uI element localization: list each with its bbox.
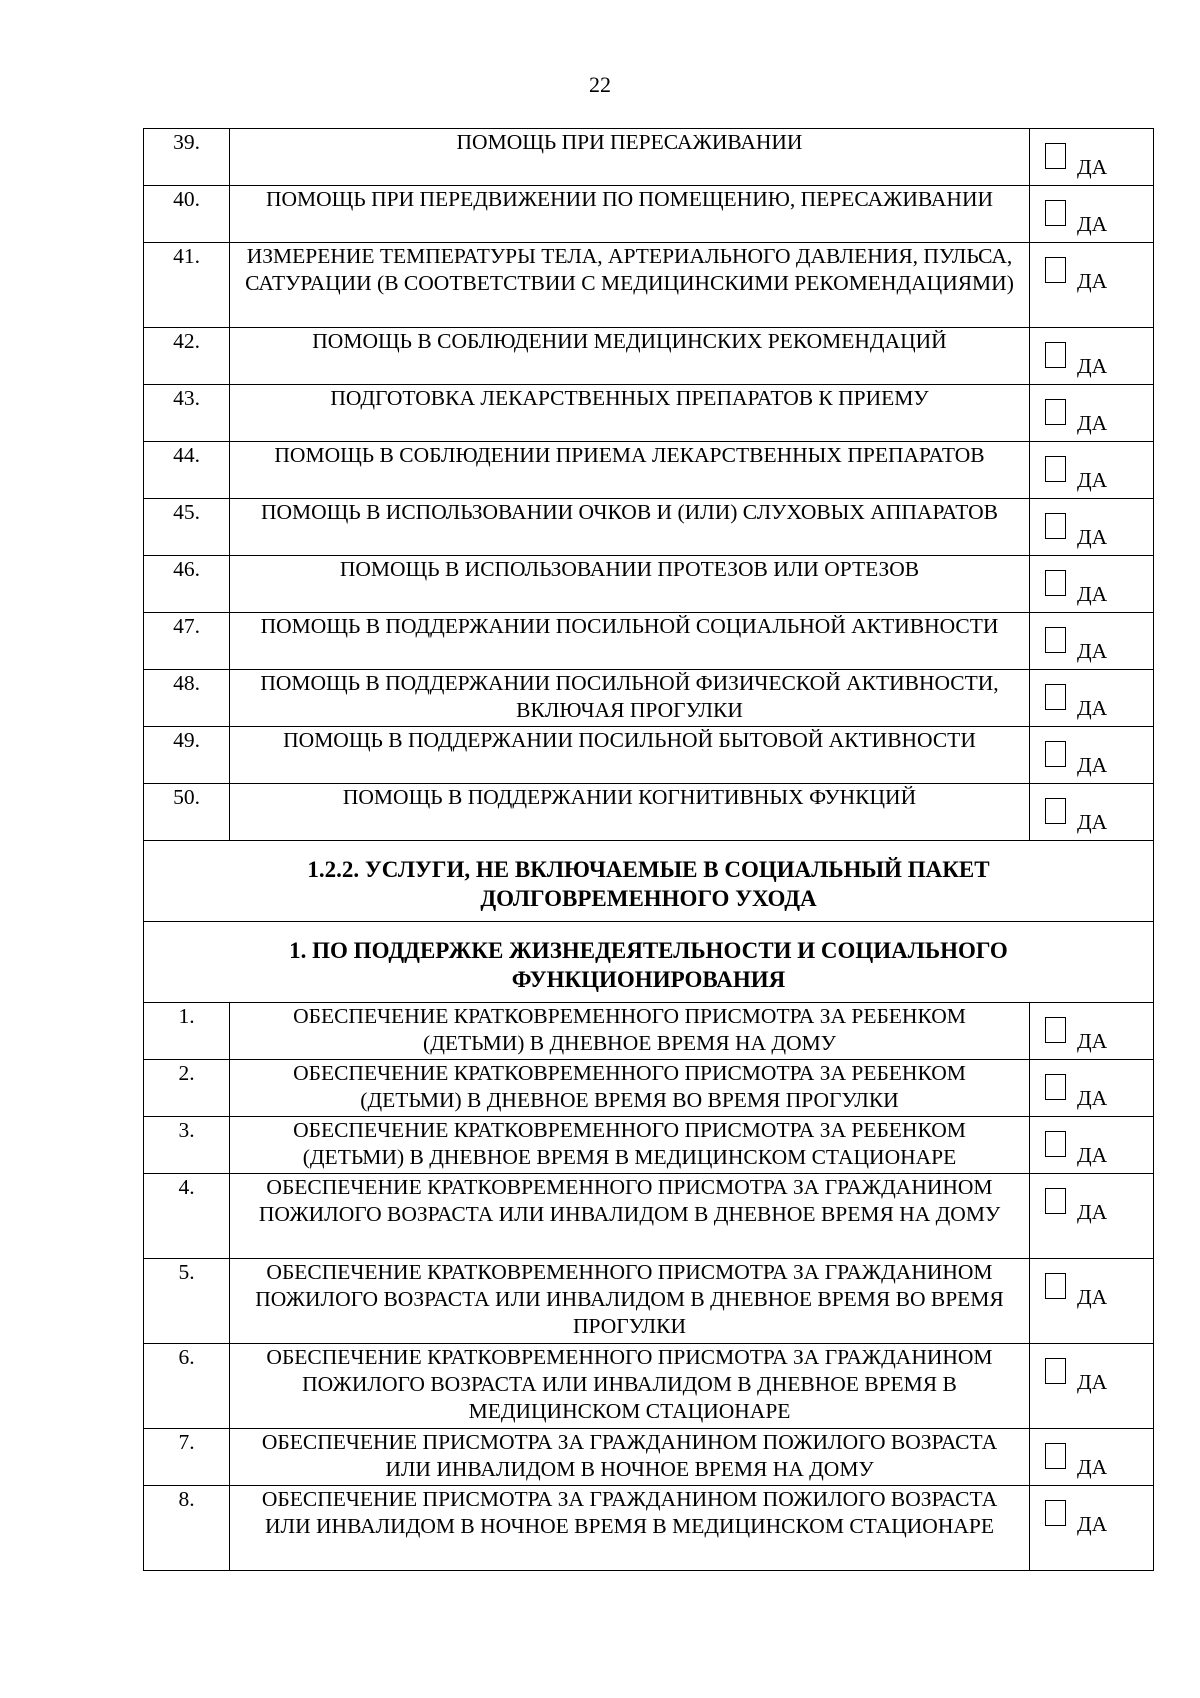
table-row bbox=[144, 1174, 1154, 1259]
checkbox-square-icon[interactable] bbox=[1045, 1074, 1066, 1100]
checkbox-cell bbox=[1030, 385, 1154, 442]
checkbox-square-icon[interactable] bbox=[1045, 684, 1066, 710]
checkbox-label: ДА bbox=[1077, 354, 1108, 378]
checkbox-cell bbox=[1030, 727, 1154, 784]
service-description: ПОМОЩЬ В ПОДДЕРЖАНИИ КОГНИТИВНЫХ ФУНКЦИЙ bbox=[230, 784, 1030, 841]
yes-checkbox[interactable] bbox=[1045, 342, 1108, 378]
row-number: 40. bbox=[144, 186, 230, 243]
row-number: 46. bbox=[144, 556, 230, 613]
service-description: ОБЕСПЕЧЕНИЕ КРАТКОВРЕМЕННОГО ПРИСМОТРА ЗА РЕБЕНКОМ (ДЕТЬМИ) В ДНЕВНОЕ ВРЕМЯ В МЕДИЦИНСКОМ СТАЦИОНАРЕ bbox=[230, 1117, 1030, 1174]
table-row bbox=[144, 1060, 1154, 1117]
checkbox-label: ДА bbox=[1077, 1370, 1108, 1394]
checkbox-label: ДА bbox=[1077, 269, 1108, 293]
checkbox-label: ДА bbox=[1077, 696, 1108, 720]
checkbox-cell bbox=[1030, 1259, 1154, 1344]
yes-checkbox[interactable] bbox=[1045, 1131, 1108, 1167]
yes-checkbox[interactable] bbox=[1045, 1188, 1108, 1224]
checkbox-cell bbox=[1030, 442, 1154, 499]
checkbox-label: ДА bbox=[1077, 468, 1108, 492]
service-description: ПОМОЩЬ В ПОДДЕРЖАНИИ ПОСИЛЬНОЙ ФИЗИЧЕСКОЙ АКТИВНОСТИ, ВКЛЮЧАЯ ПРОГУЛКИ bbox=[230, 670, 1030, 727]
table-row bbox=[144, 328, 1154, 385]
checkbox-cell bbox=[1030, 556, 1154, 613]
checkbox-square-icon[interactable] bbox=[1045, 1131, 1066, 1157]
checkbox-square-icon[interactable] bbox=[1045, 741, 1066, 767]
checkbox-square-icon[interactable] bbox=[1045, 1358, 1066, 1384]
table-row bbox=[144, 499, 1154, 556]
row-number: 39. bbox=[144, 129, 230, 186]
yes-checkbox[interactable] bbox=[1045, 456, 1108, 492]
services-table bbox=[143, 128, 1154, 1571]
section-row bbox=[144, 841, 1154, 922]
checkbox-square-icon[interactable] bbox=[1045, 1500, 1066, 1526]
table-row bbox=[144, 613, 1154, 670]
checkbox-square-icon[interactable] bbox=[1045, 627, 1066, 653]
checkbox-label: ДА bbox=[1077, 212, 1108, 236]
table-row bbox=[144, 442, 1154, 499]
row-number: 48. bbox=[144, 670, 230, 727]
checkbox-square-icon[interactable] bbox=[1045, 257, 1066, 283]
table-row bbox=[144, 1003, 1154, 1060]
checkbox-square-icon[interactable] bbox=[1045, 1443, 1066, 1469]
checkbox-square-icon[interactable] bbox=[1045, 399, 1066, 425]
checkbox-cell bbox=[1030, 328, 1154, 385]
service-description: ОБЕСПЕЧЕНИЕ КРАТКОВРЕМЕННОГО ПРИСМОТРА ЗА РЕБЕНКОМ (ДЕТЬМИ) В ДНЕВНОЕ ВРЕМЯ НА ДОМУ bbox=[230, 1003, 1030, 1060]
yes-checkbox[interactable] bbox=[1045, 143, 1108, 179]
service-description: ПОДГОТОВКА ЛЕКАРСТВЕННЫХ ПРЕПАРАТОВ К ПРИЕМУ bbox=[230, 385, 1030, 442]
checkbox-cell bbox=[1030, 243, 1154, 328]
row-number: 7. bbox=[144, 1429, 230, 1486]
checkbox-label: ДА bbox=[1077, 1086, 1108, 1110]
checkbox-cell bbox=[1030, 1486, 1154, 1571]
table-row bbox=[144, 186, 1154, 243]
row-number: 42. bbox=[144, 328, 230, 385]
section-title-1: 1.2.2. УСЛУГИ, НЕ ВКЛЮЧАЕМЫЕ В СОЦИАЛЬНЫЙ ПАКЕТ ДОЛГОВРЕМЕННОГО УХОДА bbox=[144, 841, 1154, 922]
row-number: 44. bbox=[144, 442, 230, 499]
services-group-b bbox=[144, 1003, 1154, 1571]
row-number: 6. bbox=[144, 1344, 230, 1429]
checkbox-square-icon[interactable] bbox=[1045, 570, 1066, 596]
table-row bbox=[144, 1486, 1154, 1571]
service-description: ПОМОЩЬ В ИСПОЛЬЗОВАНИИ ПРОТЕЗОВ ИЛИ ОРТЕЗОВ bbox=[230, 556, 1030, 613]
checkbox-cell bbox=[1030, 613, 1154, 670]
yes-checkbox[interactable] bbox=[1045, 1443, 1108, 1479]
table-row bbox=[144, 784, 1154, 841]
checkbox-square-icon[interactable] bbox=[1045, 143, 1066, 169]
checkbox-cell bbox=[1030, 1060, 1154, 1117]
service-description: ИЗМЕРЕНИЕ ТЕМПЕРАТУРЫ ТЕЛА, АРТЕРИАЛЬНОГО ДАВЛЕНИЯ, ПУЛЬСА, САТУРАЦИИ (В СООТВЕТСТВИИ С МЕДИЦИНСКИМИ РЕКОМЕНДАЦИЯМИ) bbox=[230, 243, 1030, 328]
service-description: ПОМОЩЬ В ПОДДЕРЖАНИИ ПОСИЛЬНОЙ БЫТОВОЙ АКТИВНОСТИ bbox=[230, 727, 1030, 784]
yes-checkbox[interactable] bbox=[1045, 513, 1108, 549]
checkbox-cell bbox=[1030, 1174, 1154, 1259]
row-number: 43. bbox=[144, 385, 230, 442]
section-row bbox=[144, 922, 1154, 1003]
checkbox-label: ДА bbox=[1077, 411, 1108, 435]
section-headers bbox=[144, 841, 1154, 1003]
row-number: 45. bbox=[144, 499, 230, 556]
checkbox-label: ДА bbox=[1077, 753, 1108, 777]
yes-checkbox[interactable] bbox=[1045, 399, 1108, 435]
yes-checkbox[interactable] bbox=[1045, 627, 1108, 663]
row-number: 50. bbox=[144, 784, 230, 841]
checkbox-cell bbox=[1030, 1344, 1154, 1429]
checkbox-square-icon[interactable] bbox=[1045, 200, 1066, 226]
yes-checkbox[interactable] bbox=[1045, 1017, 1108, 1053]
service-description: ОБЕСПЕЧЕНИЕ ПРИСМОТРА ЗА ГРАЖДАНИНОМ ПОЖИЛОГО ВОЗРАСТА ИЛИ ИНВАЛИДОМ В НОЧНОЕ ВРЕМЯ НА ДОМУ bbox=[230, 1429, 1030, 1486]
service-description: ПОМОЩЬ В ИСПОЛЬЗОВАНИИ ОЧКОВ И (ИЛИ) СЛУХОВЫХ АППАРАТОВ bbox=[230, 499, 1030, 556]
checkbox-cell bbox=[1030, 1117, 1154, 1174]
section-title-2: 1. ПО ПОДДЕРЖКЕ ЖИЗНЕДЕЯТЕЛЬНОСТИ И СОЦИАЛЬНОГО ФУНКЦИОНИРОВАНИЯ bbox=[144, 922, 1154, 1003]
yes-checkbox[interactable] bbox=[1045, 1273, 1108, 1309]
checkbox-cell bbox=[1030, 129, 1154, 186]
table-row bbox=[144, 1259, 1154, 1344]
table-row bbox=[144, 1117, 1154, 1174]
row-number: 49. bbox=[144, 727, 230, 784]
service-description: ОБЕСПЕЧЕНИЕ КРАТКОВРЕМЕННОГО ПРИСМОТРА ЗА ГРАЖДАНИНОМ ПОЖИЛОГО ВОЗРАСТА ИЛИ ИНВАЛИДОМ В ДНЕВНОЕ ВРЕМЯ В МЕДИЦИНСКОМ СТАЦИОНАРЕ bbox=[230, 1344, 1030, 1429]
table-row bbox=[144, 1429, 1154, 1486]
yes-checkbox[interactable] bbox=[1045, 570, 1108, 606]
service-description: ОБЕСПЕЧЕНИЕ КРАТКОВРЕМЕННОГО ПРИСМОТРА ЗА ГРАЖДАНИНОМ ПОЖИЛОГО ВОЗРАСТА ИЛИ ИНВАЛИДОМ В ДНЕВНОЕ ВРЕМЯ ВО ВРЕМЯ ПРОГУЛКИ bbox=[230, 1259, 1030, 1344]
yes-checkbox[interactable] bbox=[1045, 1500, 1108, 1536]
row-number: 1. bbox=[144, 1003, 230, 1060]
checkbox-cell bbox=[1030, 1429, 1154, 1486]
checkbox-label: ДА bbox=[1077, 1285, 1108, 1309]
checkbox-cell bbox=[1030, 186, 1154, 243]
checkbox-label: ДА bbox=[1077, 639, 1108, 663]
checkbox-label: ДА bbox=[1077, 1143, 1108, 1167]
service-description: ПОМОЩЬ ПРИ ПЕРЕСАЖИВАНИИ bbox=[230, 129, 1030, 186]
checkbox-square-icon[interactable] bbox=[1045, 342, 1066, 368]
row-number: 47. bbox=[144, 613, 230, 670]
table-row bbox=[144, 129, 1154, 186]
service-description: ПОМОЩЬ В СОБЛЮДЕНИИ МЕДИЦИНСКИХ РЕКОМЕНДАЦИЙ bbox=[230, 328, 1030, 385]
yes-checkbox[interactable] bbox=[1045, 257, 1108, 293]
checkbox-label: ДА bbox=[1077, 155, 1108, 179]
yes-checkbox[interactable] bbox=[1045, 1074, 1108, 1110]
service-description: ПОМОЩЬ В СОБЛЮДЕНИИ ПРИЕМА ЛЕКАРСТВЕННЫХ ПРЕПАРАТОВ bbox=[230, 442, 1030, 499]
checkbox-label: ДА bbox=[1077, 525, 1108, 549]
checkbox-square-icon[interactable] bbox=[1045, 1188, 1066, 1214]
yes-checkbox[interactable] bbox=[1045, 798, 1108, 834]
row-number: 5. bbox=[144, 1259, 230, 1344]
checkbox-label: ДА bbox=[1077, 1512, 1108, 1536]
row-number: 41. bbox=[144, 243, 230, 328]
checkbox-label: ДА bbox=[1077, 1200, 1108, 1224]
checkbox-square-icon[interactable] bbox=[1045, 1017, 1066, 1043]
checkbox-cell bbox=[1030, 1003, 1154, 1060]
checkbox-label: ДА bbox=[1077, 582, 1108, 606]
checkbox-cell bbox=[1030, 670, 1154, 727]
checkbox-square-icon[interactable] bbox=[1045, 513, 1066, 539]
yes-checkbox[interactable] bbox=[1045, 200, 1108, 236]
checkbox-cell bbox=[1030, 784, 1154, 841]
table-row bbox=[144, 556, 1154, 613]
table-row bbox=[144, 243, 1154, 328]
service-description: ОБЕСПЕЧЕНИЕ ПРИСМОТРА ЗА ГРАЖДАНИНОМ ПОЖИЛОГО ВОЗРАСТА ИЛИ ИНВАЛИДОМ В НОЧНОЕ ВРЕМЯ В МЕДИЦИНСКОМ СТАЦИОНАРЕ bbox=[230, 1486, 1030, 1571]
service-description: ПОМОЩЬ В ПОДДЕРЖАНИИ ПОСИЛЬНОЙ СОЦИАЛЬНОЙ АКТИВНОСТИ bbox=[230, 613, 1030, 670]
yes-checkbox[interactable] bbox=[1045, 1358, 1108, 1394]
page-number: 22 bbox=[589, 72, 611, 97]
row-number: 2. bbox=[144, 1060, 230, 1117]
checkbox-label: ДА bbox=[1077, 1455, 1108, 1479]
yes-checkbox[interactable] bbox=[1045, 684, 1108, 720]
service-description: ОБЕСПЕЧЕНИЕ КРАТКОВРЕМЕННОГО ПРИСМОТРА ЗА ГРАЖДАНИНОМ ПОЖИЛОГО ВОЗРАСТА ИЛИ ИНВАЛИДОМ В ДНЕВНОЕ ВРЕМЯ НА ДОМУ bbox=[230, 1174, 1030, 1259]
checkbox-cell bbox=[1030, 499, 1154, 556]
table-row bbox=[144, 385, 1154, 442]
checkbox-label: ДА bbox=[1077, 1029, 1108, 1053]
service-description: ОБЕСПЕЧЕНИЕ КРАТКОВРЕМЕННОГО ПРИСМОТРА ЗА РЕБЕНКОМ (ДЕТЬМИ) В ДНЕВНОЕ ВРЕМЯ ВО ВРЕМЯ ПРОГУЛКИ bbox=[230, 1060, 1030, 1117]
checkbox-square-icon[interactable] bbox=[1045, 1273, 1066, 1299]
yes-checkbox[interactable] bbox=[1045, 741, 1108, 777]
checkbox-square-icon[interactable] bbox=[1045, 456, 1066, 482]
services-group-a bbox=[144, 129, 1154, 841]
row-number: 3. bbox=[144, 1117, 230, 1174]
service-description: ПОМОЩЬ ПРИ ПЕРЕДВИЖЕНИИ ПО ПОМЕЩЕНИЮ, ПЕРЕСАЖИВАНИИ bbox=[230, 186, 1030, 243]
row-number: 8. bbox=[144, 1486, 230, 1571]
checkbox-square-icon[interactable] bbox=[1045, 798, 1066, 824]
table-row bbox=[144, 727, 1154, 784]
checkbox-label: ДА bbox=[1077, 810, 1108, 834]
table-row bbox=[144, 1344, 1154, 1429]
row-number: 4. bbox=[144, 1174, 230, 1259]
table-row bbox=[144, 670, 1154, 727]
